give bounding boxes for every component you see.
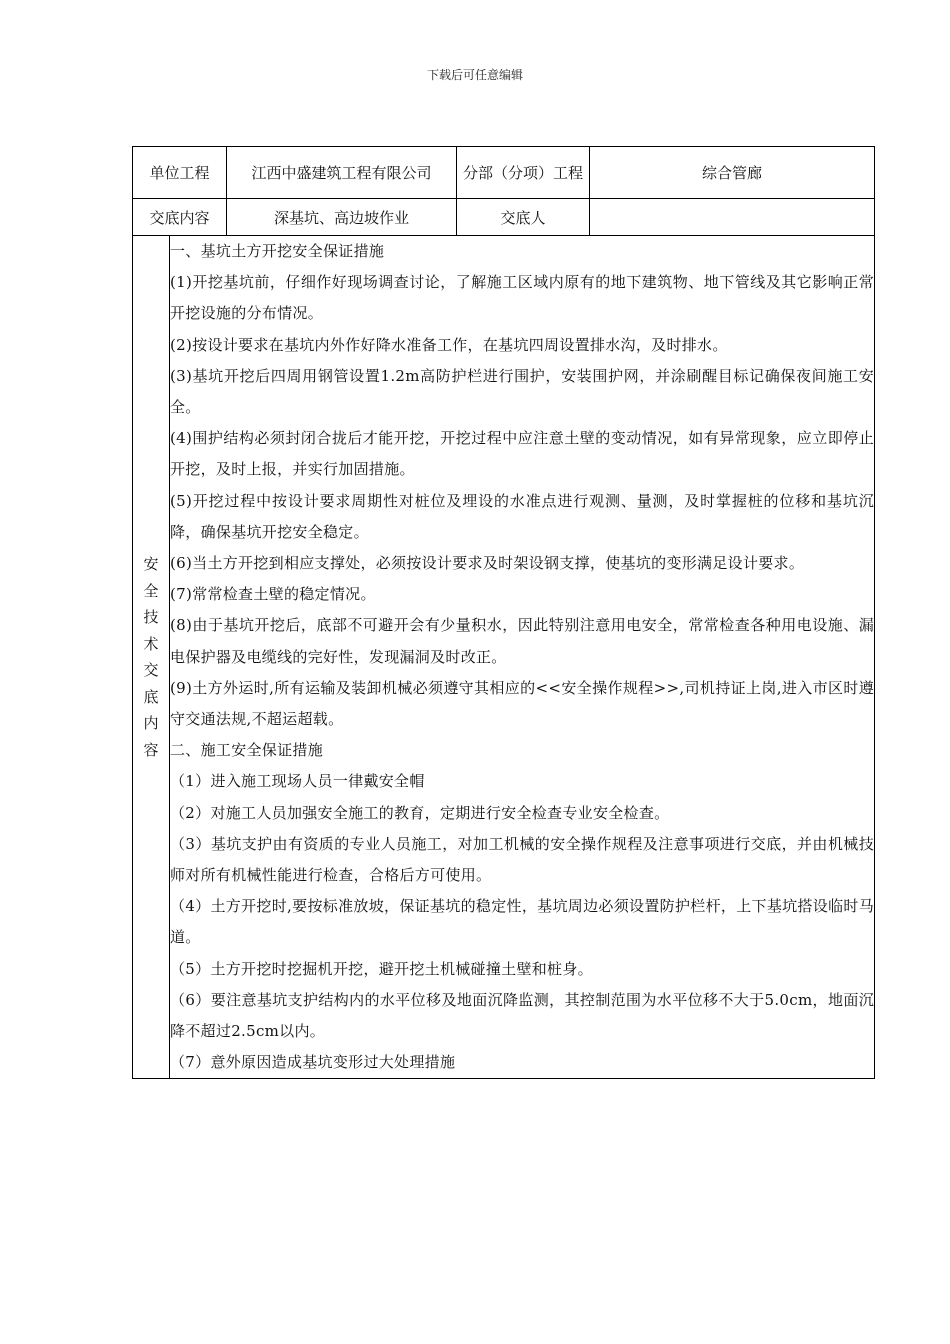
label-char: 全 [143, 581, 159, 600]
table-row-unit [133, 147, 875, 199]
paragraph: （1）进入施工现场人员一律戴安全帽 [170, 772, 425, 791]
paragraph: (2)按设计要求在基坑内外作好降水准备工作，在基坑四周设置排水沟，及时排水。 [170, 335, 728, 354]
briefing-content-value: 深基坑、高边坡作业 [227, 199, 457, 236]
sub-project-label: 分部（分项）工程 [457, 147, 590, 199]
briefing-body [170, 236, 875, 1079]
paragraph: (6)当土方开挖到相应支撑处，必须按设计要求及时架设钢支撑，使基坑的变形满足设计要求。 [170, 554, 805, 573]
label-char: 交 [143, 661, 159, 680]
label-char: 术 [143, 634, 159, 653]
paragraph: （3）基坑支护由有资质的专业人员施工，对加工机械的安全操作规程及注意事项进行交底，并由机械技师对所有机械性能进行检查，合格后方可使用。 [170, 834, 875, 885]
paragraph: (4)围护结构必须封闭合拢后才能开挖，开挖过程中应注意土壁的变动情况，如有异常现象，应立即停止开挖，及时上报，并实行加固措施。 [170, 429, 875, 479]
paragraph: （7）意外原因造成基坑变形过大处理措施 [170, 1053, 456, 1072]
table-row-body [133, 236, 875, 1079]
unit-label: 单位工程 [133, 147, 227, 199]
paragraph: （4）土方开挖时,要按标准放坡，保证基坑的稳定性，基坑周边必须设置防护栏杆，上下基坑搭设临时马道。 [170, 897, 875, 947]
label-char: 技 [143, 608, 159, 627]
paragraph: (1)开挖基坑前，仔细作好现场调查讨论，了解施工区域内原有的地下建筑物、地下管线及其它影响正常开挖设施的分布情况。 [170, 273, 875, 323]
sub-project-value: 综合管廊 [590, 147, 875, 199]
paragraph: (7)常常检查土壁的稳定情况。 [170, 585, 376, 604]
table-row-content [133, 199, 875, 236]
paragraph: (5)开挖过程中按设计要求周期性对桩位及埋设的水准点进行观测、量测，及时掌握桩的位移和基坑沉降，确保基坑开挖安全稳定。 [170, 491, 875, 541]
header-note: 下载后可任意编辑 [426, 68, 523, 82]
paragraph: (9)土方外运时,所有运输及装卸机械必须遵守其相应的<<安全操作规程>>,司机持证上岗,进入市区时遵守交通法规,不超运超载。 [170, 678, 875, 729]
briefing-person-value [590, 199, 875, 236]
label-char: 内 [143, 714, 159, 733]
paragraph: (8)由于基坑开挖后，底部不可避开会有少量积水，因此特别注意用电安全，常常检查各种用电设施、漏电保护器及电缆线的完好性，发现漏洞及时改正。 [170, 616, 875, 666]
paragraph: （6）要注意基坑支护结构内的水平位移及地面沉降监测，其控制范围为水平位移不大于5.0cm，地面沉降不超过2.5cm以内。 [170, 990, 875, 1041]
section-heading-2: 二、施工安全保证措施 [170, 741, 324, 760]
label-char: 容 [143, 740, 159, 759]
paragraph: （5）土方开挖时挖掘机开挖，避开挖土机械碰撞土壁和桩身。 [170, 959, 593, 978]
paragraph: （2）对施工人员加强安全施工的教育，定期进行安全检查专业安全检查。 [170, 803, 670, 822]
briefing-person-label: 交底人 [457, 199, 590, 236]
unit-value: 江西中盛建筑工程有限公司 [227, 147, 457, 199]
briefing-content-label: 交底内容 [133, 199, 227, 236]
section-vertical-label [133, 236, 170, 1079]
paragraph: (3)基坑开挖后四周用钢管设置1.2m高防护栏进行围护，安装围护网，并涂刷醒目标记确保夜间施工安全。 [170, 366, 875, 417]
label-char: 安 [143, 555, 159, 574]
label-char: 底 [143, 687, 159, 706]
section-heading-1: 一、基坑土方开挖安全保证措施 [170, 242, 385, 260]
safety-briefing-table [132, 146, 875, 1079]
